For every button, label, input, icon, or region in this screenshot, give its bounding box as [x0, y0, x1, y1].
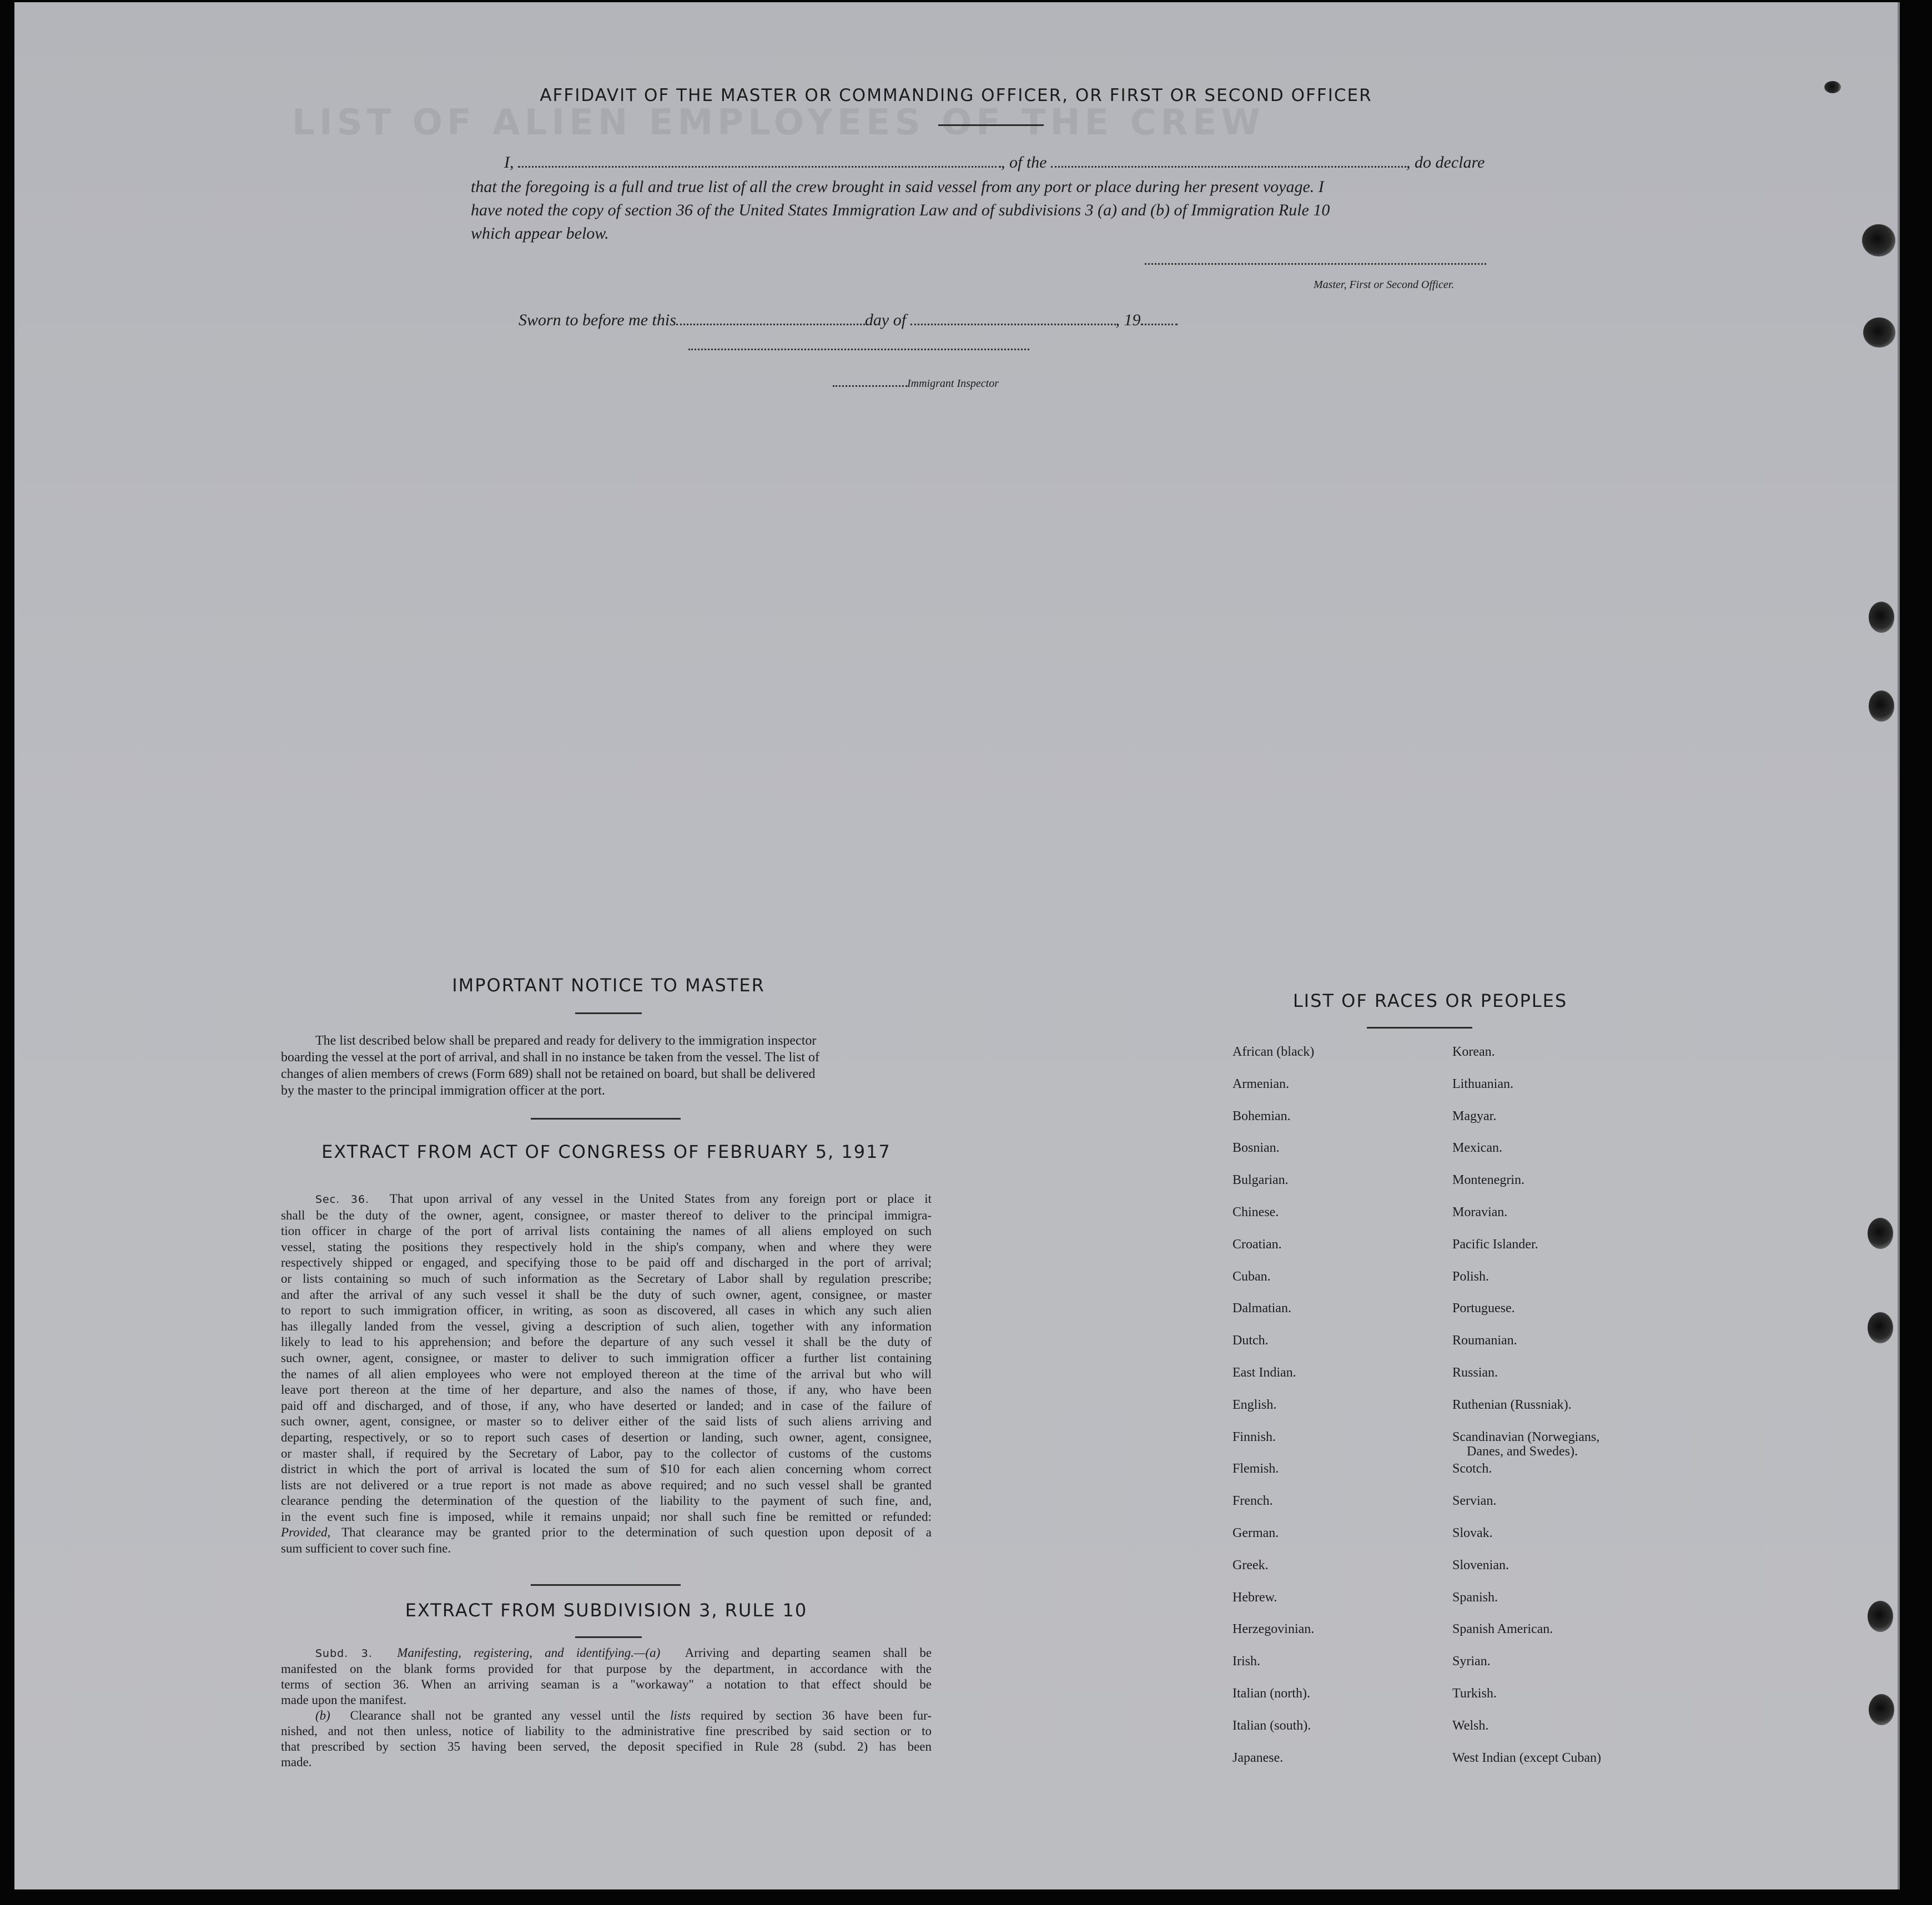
race-item-left: Italian (south).	[1232, 1718, 1311, 1733]
race-item-right: Mexican.	[1452, 1141, 1502, 1156]
race-item-right: Korean.	[1452, 1045, 1495, 1059]
race-item-left: Hebrew.	[1232, 1590, 1277, 1605]
race-item-right: Magyar.	[1452, 1108, 1497, 1123]
title-field[interactable]	[1051, 166, 1406, 168]
race-item-left: East Indian.	[1232, 1365, 1296, 1380]
race-item-right: Portuguese.	[1452, 1301, 1515, 1316]
race-item-right: Moravian.	[1452, 1205, 1508, 1219]
race-item-left: Armenian.	[1232, 1076, 1289, 1091]
affidavit-line1: I, , of the , do declare	[504, 153, 1485, 172]
race-item-left: Greek.	[1232, 1558, 1269, 1573]
inspector-signature-line[interactable]	[688, 349, 1029, 350]
race-item-right: Spanish.	[1452, 1590, 1498, 1605]
rule-divider-bottom	[575, 1636, 642, 1638]
rule-divider-top	[531, 1584, 681, 1586]
race-item-left: Flemish.	[1232, 1461, 1279, 1476]
affidavit-line2: that the foregoing is a full and true list of all the crew brought in said vessel from any port or place during her present voyage. I	[471, 178, 1324, 196]
race-item-left: Bosnian.	[1232, 1141, 1280, 1156]
master-signature-caption: Master, First or Second Officer.	[1314, 279, 1455, 291]
binding-hole	[1869, 691, 1894, 722]
race-item-left: English.	[1232, 1397, 1277, 1412]
race-item-left: Croatian.	[1232, 1237, 1282, 1252]
sworn-day-field[interactable]	[676, 324, 865, 325]
races-divider	[1367, 1027, 1472, 1029]
sworn-line: Sworn to before me this day of , 19	[519, 311, 1178, 330]
race-item-left: Irish.	[1232, 1654, 1260, 1669]
race-item-right: Scotch.	[1452, 1461, 1492, 1476]
sworn-month-field[interactable]	[910, 324, 1116, 325]
race-item-left: Herzegovinian.	[1232, 1622, 1315, 1637]
race-item-left: Italian (north).	[1232, 1686, 1310, 1701]
act-title: EXTRACT FROM ACT OF CONGRESS OF FEBRUARY 5, 1917	[321, 1141, 891, 1162]
act-body: Sec. 36. That upon arrival of any vessel in the United States from any foreign port or place it shall be the duty of the owner, agent, consignee, or master thereof to deliver to the principal immigra- tion officer in charge of the port of arrival lists containing the names of all aliens employed on such vessel, stating the positions they respectively hold in the ship's company, when and where they were respectively shipped or engaged, and specifying those to be paid off and discharged in the port of arrival; or lists containing so much of such information as the Secretary of Labor shall by regulation prescribe; and after the arrival of any such vessel it shall be the duty of such owner, agent, consignee, or master to report to such immigration officer, in writing, as soon as discovered, all cases in which any such alien has illegally landed from the vessel, giving a description of such alien, together with any information likely to lead to his apprehension; and before the departure of any such vessel it shall be the duty of such owner, agent, consignee, or master to deliver to such immigration officer a further list containing the names of all alien employees who were not employed thereon at the time of the arrival but who will leave port thereon at the time of her departure, and also the names of those, if any, who have been paid off and discharged, and of those, if any, who have deserted or landed; and in case of the failure of such owner, agent, consignee, or master so to deliver either of the said lists of such aliens arriving and departing, respectively, or so to report such cases of desertion or landing, such owner, agent, consignee, or master shall, if required by the Secretary of Labor, pay to the collector of customs of the customs district in which the port of arrival is located the sum of $10 for each alien concerning whom correct lists are not delivered or a true report is not made as above required; and no such vessel shall be granted clearance pending the determination of the question of the liability to the payment of such fine, and, in the event such fine is imposed, while it remains unpaid; nor shall such fine be remitted or refunded: Provided, That clearance may be granted prior to the determination of such question upon deposit of a sum sufficient to cover such fine.	[281, 1192, 932, 1556]
race-item-right: Scandinavian (Norwegians,	[1452, 1429, 1600, 1444]
binding-hole	[1868, 1312, 1893, 1343]
race-item-left: African (black)	[1232, 1045, 1315, 1059]
race-item-right: Pacific Islander.	[1452, 1237, 1538, 1252]
race-item-right: Slovenian.	[1452, 1558, 1509, 1573]
act-divider-top	[531, 1118, 681, 1120]
notice-title: IMPORTANT NOTICE TO MASTER	[452, 975, 765, 996]
binding-hole	[1868, 1601, 1893, 1632]
race-item-left: Japanese.	[1232, 1750, 1284, 1765]
race-item-left: Finnish.	[1232, 1429, 1276, 1444]
race-item-right: Servian.	[1452, 1494, 1497, 1509]
race-item-right: Polish.	[1452, 1269, 1490, 1284]
race-item-right: Lithuanian.	[1452, 1076, 1513, 1091]
race-item-left: Dalmatian.	[1232, 1301, 1291, 1316]
race-item-left: Bulgarian.	[1232, 1173, 1289, 1188]
race-item-right: Ruthenian (Russniak).	[1452, 1397, 1572, 1412]
notice-divider	[575, 1012, 642, 1014]
race-item-right: Welsh.	[1452, 1718, 1489, 1733]
affidavit-title: AFFIDAVIT OF THE MASTER OR COMMANDING OFFICER, OR FIRST OR SECOND OFFICER	[540, 85, 1372, 105]
race-item-left: Dutch.	[1232, 1333, 1269, 1348]
race-item-right: Turkish.	[1452, 1686, 1497, 1701]
races-title: LIST OF RACES OR PEOPLES	[1292, 990, 1568, 1011]
affidavit-divider	[938, 124, 1044, 126]
race-item-continuation: Danes, and Swedes).	[1467, 1444, 1578, 1459]
affidavit-line3: have noted the copy of section 36 of the United States Immigration Law and of subdivisions 3 (a) and (b) of Immigration Rule 10	[471, 201, 1330, 219]
binding-hole	[1862, 224, 1895, 256]
race-item-right: Slovak.	[1452, 1526, 1493, 1540]
race-item-left: French.	[1232, 1494, 1273, 1509]
rule-title: EXTRACT FROM SUBDIVISION 3, RULE 10	[405, 1600, 808, 1621]
inspector-caption-dots	[833, 385, 907, 387]
race-item-right: Russian.	[1452, 1365, 1498, 1380]
race-item-right: Syrian.	[1452, 1654, 1491, 1669]
race-item-left: Bohemian.	[1232, 1108, 1291, 1123]
binding-hole	[1869, 602, 1894, 633]
binding-hole	[1869, 1694, 1894, 1725]
inspector-caption: Immigrant Inspector	[833, 377, 999, 390]
race-item-left: Chinese.	[1232, 1205, 1279, 1219]
master-signature-line[interactable]	[1145, 263, 1486, 265]
race-item-right: Montenegrin.	[1452, 1173, 1525, 1188]
binding-hole	[1863, 318, 1895, 347]
affidavit-line4: which appear below.	[471, 224, 609, 243]
binding-hole	[1824, 81, 1841, 93]
notice-body: The list described below shall be prepared and ready for delivery to the immigration inspector boarding the vessel at the port of arrival, and shall in no instance be taken from the vessel. The list of changes of alien members of crews (Form 689) shall not be retained on board, but shall be delivered by the master to the principal immigration officer at the port.	[281, 1034, 819, 1098]
race-item-left: Cuban.	[1232, 1269, 1271, 1284]
rule-body: Subd. 3. Manifesting, registering, and identifying.—(a) Arriving and departing seamen shall be manifested on the blank forms provided for that purpose by the department, in accordance with the terms of section 36. When an arriving seaman is a "workaway" a notation to that effect should be made upon the manifest. (b) Clearance shall not be granted any vessel until the lists required by section 36 have been fur- nished, and not then unless, notice of liability to the administrative fine prescribed by said section or to that prescribed by section 35 having been served, the deposit specified in Rule 28 (subd. 2) has been made.	[281, 1646, 932, 1769]
name-field[interactable]	[518, 166, 1001, 168]
document-sheet	[14, 2, 1900, 1889]
race-item-right: Roumanian.	[1452, 1333, 1517, 1348]
binding-hole	[1868, 1218, 1893, 1249]
race-item-left: German.	[1232, 1526, 1279, 1540]
race-item-right: Spanish American.	[1452, 1622, 1553, 1637]
sworn-year-field[interactable]	[1141, 324, 1178, 325]
race-item-right: West Indian (except Cuban)	[1452, 1750, 1601, 1765]
bleed-through-header: LIST OF ALIEN EMPLOYEES OF THE CREW	[292, 102, 1265, 143]
